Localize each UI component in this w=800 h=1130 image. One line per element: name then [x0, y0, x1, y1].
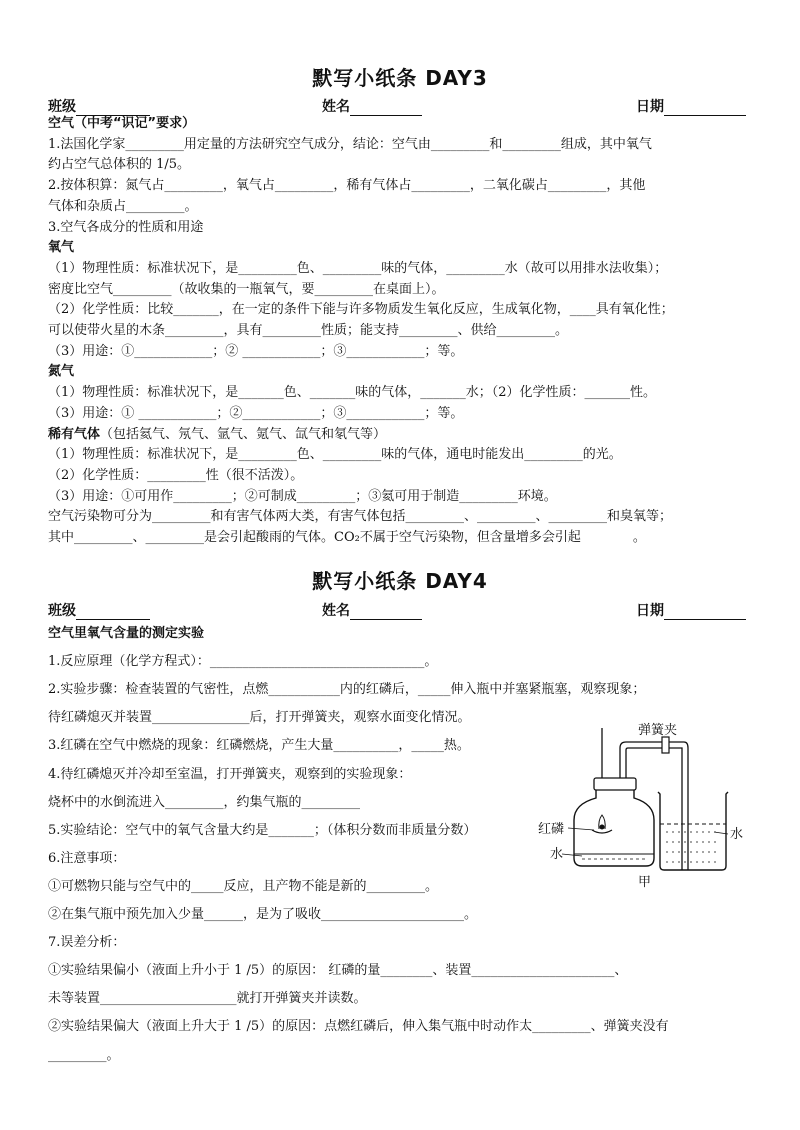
section-note: （包括氦气、氖气、氩气、氪气、氙气和氡气等） — [100, 426, 387, 442]
day3-date-field — [636, 96, 746, 116]
day3-line: 约占空气总体积的 1/5。 — [48, 157, 191, 173]
day3-line: （3）用途：①可用作_________；②可制成_________；③氦可用于制造_________环境。 — [48, 488, 557, 504]
day3-line: （3）用途：① ____________；②____________；③____________；等。 — [48, 405, 464, 421]
day3-line: 1.法国化学家_________用定量的方法研究空气成分，结论：空气由_________和_________组成，其中氧气 — [48, 136, 652, 152]
day3-line: 空气（中考“识记”要求） — [48, 116, 196, 131]
day4-title: 默写小纸条 DAY4 — [312, 569, 488, 593]
spring-clip-label: 弹簧夹 — [638, 723, 678, 738]
water-left-label: 水 — [550, 847, 564, 862]
day3-line: （2）化学性质：_________性（很不活泼）。 — [48, 467, 304, 483]
day4-line: 烧杯中的水倒流进入_________，约集气瓶的_________ — [48, 794, 361, 810]
day3-class-field — [48, 96, 150, 116]
day3-line: （1）物理性质：标准状况下，是_________色、_________味的气体，_________水（故可以用排水法收集）； — [48, 260, 668, 276]
day3-line: 可以使带火星的木条_________，具有_________性质；能支持_________、供给_________。 — [48, 323, 569, 338]
name-label: 姓名 — [322, 603, 350, 619]
connecting-tube-inner — [626, 748, 678, 780]
day4-line: ②在集气瓶中预先加入少量______，是为了吸收______________________。 — [48, 907, 478, 922]
date-blank[interactable] — [664, 603, 746, 620]
day3-line: 2.按体积算：氮气占_________，氧气占_________，稀有气体占_________，二氧化碳占_________，其他 — [48, 178, 646, 194]
class-label: 班级 — [48, 603, 76, 619]
day3-line: 氮气 — [48, 364, 75, 380]
gas-collecting-bottle — [574, 790, 654, 866]
red-phosphorus — [600, 825, 605, 830]
day4-header — [48, 600, 752, 620]
day4-line: _________。 — [48, 1047, 120, 1063]
date-label: 日期 — [636, 603, 664, 619]
name-blank[interactable] — [350, 603, 422, 620]
day4-line: ①实验结果偏小（液面上升小于 1 /5）的原因： 红磷的量________、装置______________________、 — [48, 963, 628, 979]
spring-clip — [662, 737, 669, 753]
day4-line: 4.待红磷熄灭并冷却至室温，打开弹簧夹，观察到的实验现象： — [48, 766, 412, 782]
day4-line: 5.实验结论：空气中的氧气含量大约是_______；（体积分数而非质量分数） — [48, 822, 477, 838]
tube-into-beaker — [678, 742, 688, 870]
day4-class-field — [48, 600, 150, 620]
section-heading: 稀有气体 — [48, 426, 101, 442]
stopper — [594, 778, 636, 790]
day3-line: 密度比空气_________（故收集的一瓶氧气，要_________在桌面上）。 — [48, 281, 445, 297]
name-label: 姓名 — [322, 99, 350, 115]
day4-line: 未等装置_____________________就打开弹簧夹并读数。 — [48, 991, 367, 1007]
day3-header — [48, 96, 752, 116]
day4-line: 3.红磷在空气中燃烧的现象：红磷燃烧，产生大量__________，_____热。 — [48, 738, 470, 754]
day4-line: 6.注意事项： — [48, 850, 126, 866]
diagram-caption: 甲 — [638, 875, 652, 890]
day3-line: （1）物理性质：标准状况下，是_________色、_________味的气体，通电时能发出_________的光。 — [48, 447, 622, 463]
date-label: 日期 — [636, 99, 664, 115]
day4-line: 7.误差分析： — [48, 935, 126, 951]
class-blank[interactable] — [76, 603, 150, 620]
day3-line: （3）用途：①____________；② ____________；③____________；等。 — [48, 343, 464, 359]
day4-line: 空气里氧气含量的测定实验 — [48, 626, 205, 641]
red-phosphorus-label: 红磷 — [538, 822, 565, 837]
day3-line: （1）物理性质：标准状况下，是_______色、_______味的气体，_______水；（2）化学性质：_______性。 — [48, 385, 657, 401]
day4-line: 2.实验步骤：检查装置的气密性，点燃___________内的红磷后，_____伸入瓶中并塞紧瓶塞，观察现象； — [48, 682, 646, 698]
day4-line: ①可燃物只能与空气中的_____反应，且产物不能是新的_________。 — [48, 878, 439, 894]
day3-line: （2）化学性质：比较_______，在一定的条件下能与许多物质发生氧化反应，生成氧化物，____具有氧化性； — [48, 302, 674, 318]
class-label: 班级 — [48, 99, 76, 115]
day4-name-field — [322, 600, 422, 620]
day3-name-field — [322, 96, 422, 116]
day4-line: 1.反应原理（化学方程式）：_________________________________。 — [48, 654, 438, 670]
day4-date-field — [636, 600, 746, 620]
oxygen-measurement-apparatus-diagram — [528, 720, 778, 890]
day3-line — [48, 425, 758, 445]
water-right-label: 水 — [730, 827, 744, 842]
day3-line: 其中_________、_________是会引起酸雨的气体。CO₂不属于空气污染物，但含量增多会引起 。 — [48, 530, 646, 545]
day3-title: 默写小纸条 DAY3 — [312, 66, 488, 90]
day4-line: ②实验结果偏大（液面上升大于 1 /5）的原因：点燃红磷后，伸入集气瓶中时动作太_________、弹簧夹没有 — [48, 1019, 669, 1035]
day3-line: 氧气 — [48, 240, 75, 256]
day4-line: 待红磷熄灭并装置_______________后，打开弹簧夹，观察水面变化情况。 — [48, 710, 471, 726]
day3-line: 空气污染物可分为_________和有害气体两大类，有害气体包括_________、_________、_________和臭氧等； — [48, 509, 673, 525]
combustion-spoon — [592, 830, 612, 833]
day3-line: 3.空气各成分的性质和用途 — [48, 219, 204, 235]
day3-line: 气体和杂质占_________。 — [48, 198, 198, 214]
phosphorus-leader-line — [568, 828, 594, 830]
beaker — [658, 792, 728, 870]
